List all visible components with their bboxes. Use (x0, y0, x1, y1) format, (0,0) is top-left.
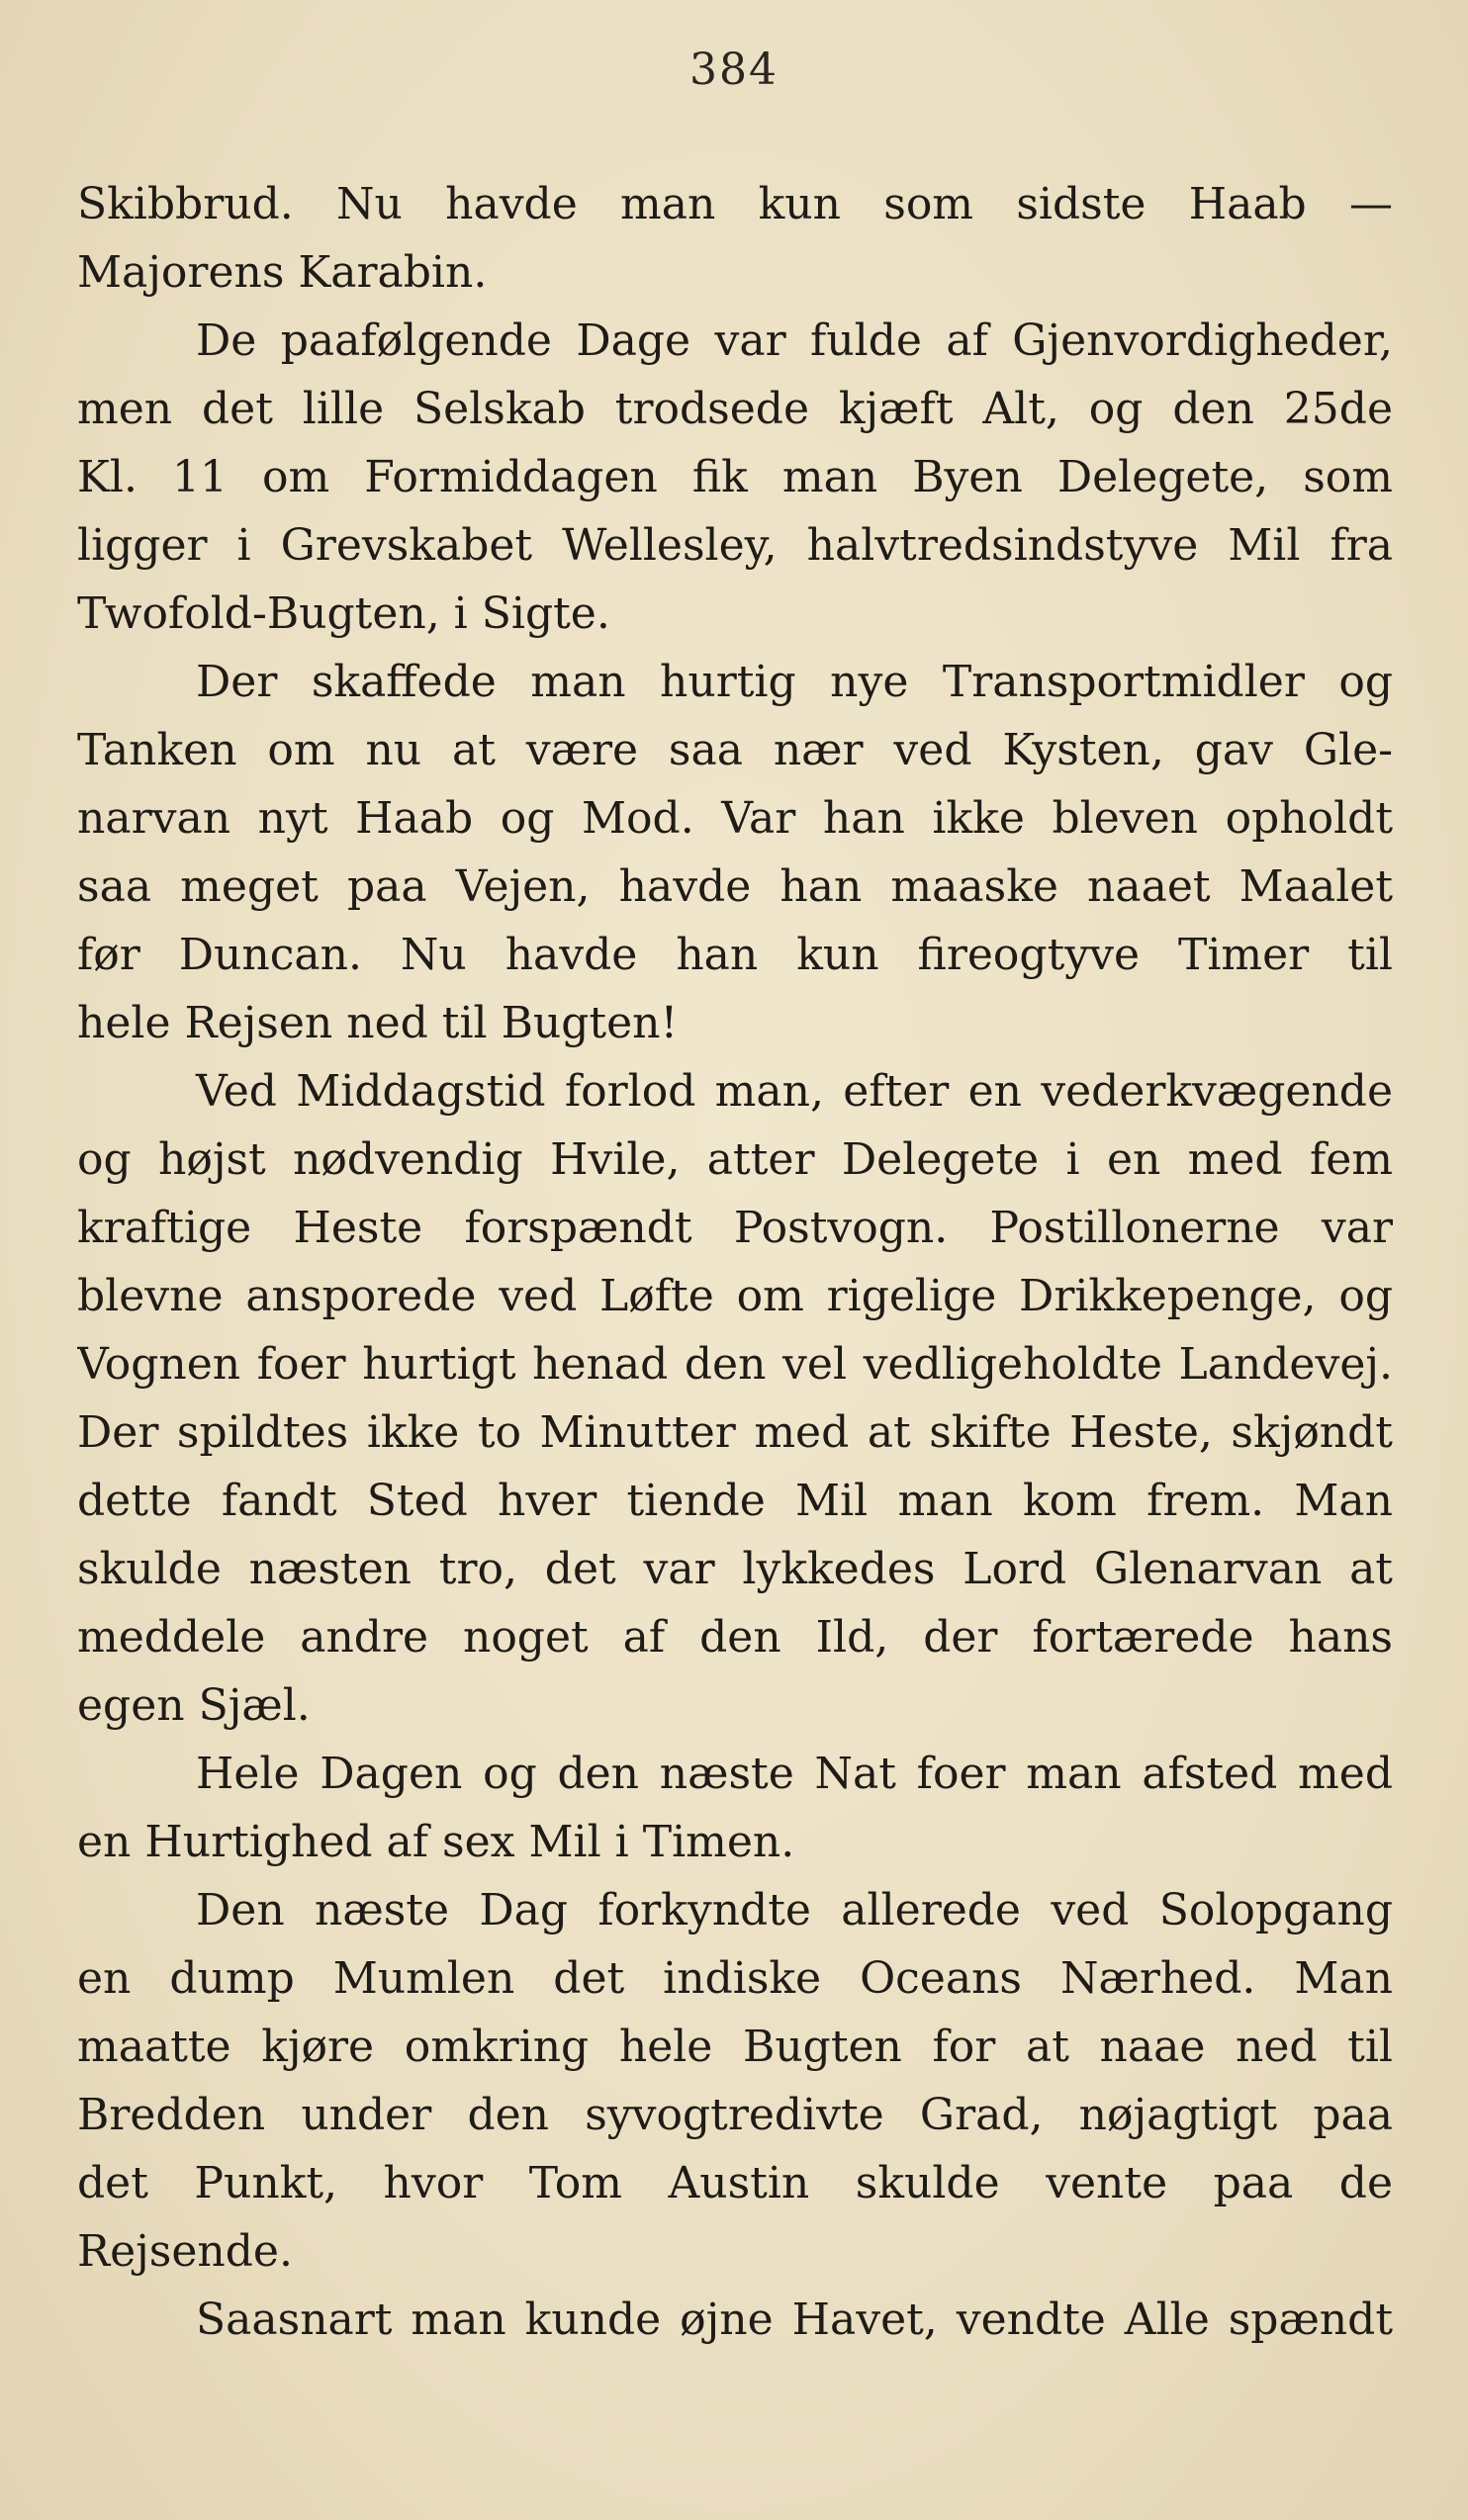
text-line: Bredden under den syvogtredivte Grad, nøjagtigt paa (77, 2090, 1393, 2140)
text-line: blevne ansporede ved Løfte om rigelige Drikkepenge, og (77, 1271, 1393, 1321)
text-line: Twofold-Bugten, i Sigte. (77, 588, 610, 639)
text-line: og højst nødvendig Hvile, atter Delegete i en med fem (77, 1134, 1393, 1185)
text-line: Skibbrud. Nu havde man kun som sidste Haab — (77, 179, 1393, 229)
text-line: Majorens Karabin. (77, 247, 488, 298)
text-line: maatte kjøre omkring hele Bugten for at naae ned til (77, 2022, 1393, 2072)
text-line: Rejsende. (77, 2226, 293, 2277)
text-line: Ved Middagstid forlod man, efter en vederkvægende (196, 1066, 1393, 1117)
text-line: Kl. 11 om Formiddagen fik man Byen Delegete, som (77, 452, 1393, 502)
text-line: skulde næsten tro, det var lykkedes Lord Glenarvan at (77, 1544, 1393, 1594)
body-text (77, 170, 1393, 2354)
text-line: egen Sjæl. (77, 1680, 311, 1731)
text-line: ligger i Grevskabet Wellesley, halvtredsindstyve Mil fra (77, 520, 1393, 571)
text-line: kraftige Heste forspændt Postvogn. Postillonerne var (77, 1203, 1393, 1253)
text-line: en dump Mumlen det indiske Oceans Nærhed. Man (77, 1953, 1393, 2004)
page-number: 384 (689, 45, 779, 95)
text-line: De paafølgende Dage var fulde af Gjenvordigheder, (196, 315, 1393, 366)
text-line: Tanken om nu at være saa nær ved Kysten, gav Gle- (77, 725, 1393, 775)
text-line: det Punkt, hvor Tom Austin skulde vente paa de (77, 2158, 1393, 2208)
text-line: meddele andre noget af den Ild, der fortærede hans (77, 1612, 1393, 1663)
text-line: Der skaffede man hurtig nye Transportmidler og (196, 657, 1393, 707)
text-line: men det lille Selskab trodsede kjæft Alt, og den 25de (77, 384, 1393, 434)
text-line: saa meget paa Vejen, havde han maaske naaet Maalet (77, 861, 1393, 912)
text-line: Vognen foer hurtigt henad den vel vedligeholdte Landevej. (77, 1339, 1393, 1390)
text-line: narvan nyt Haab og Mod. Var han ikke bleven opholdt (77, 793, 1393, 844)
text-line: dette fandt Sted hver tiende Mil man kom frem. Man (77, 1476, 1393, 1526)
text-line: Den næste Dag forkyndte allerede ved Solopgang (196, 1885, 1393, 1935)
text-line: hele Rejsen ned til Bugten! (77, 998, 679, 1048)
text-line: Hele Dagen og den næste Nat foer man afsted med (196, 1749, 1393, 1799)
text-line: før Duncan. Nu havde han kun fireogtyve Timer til (77, 930, 1393, 980)
text-line: Saasnart man kunde øjne Havet, vendte Alle spændt (196, 2295, 1393, 2345)
text-line: en Hurtighed af sex Mil i Timen. (77, 1817, 795, 1867)
text-line: Der spildtes ikke to Minutter med at skifte Heste, skjøndt (77, 1407, 1393, 1458)
